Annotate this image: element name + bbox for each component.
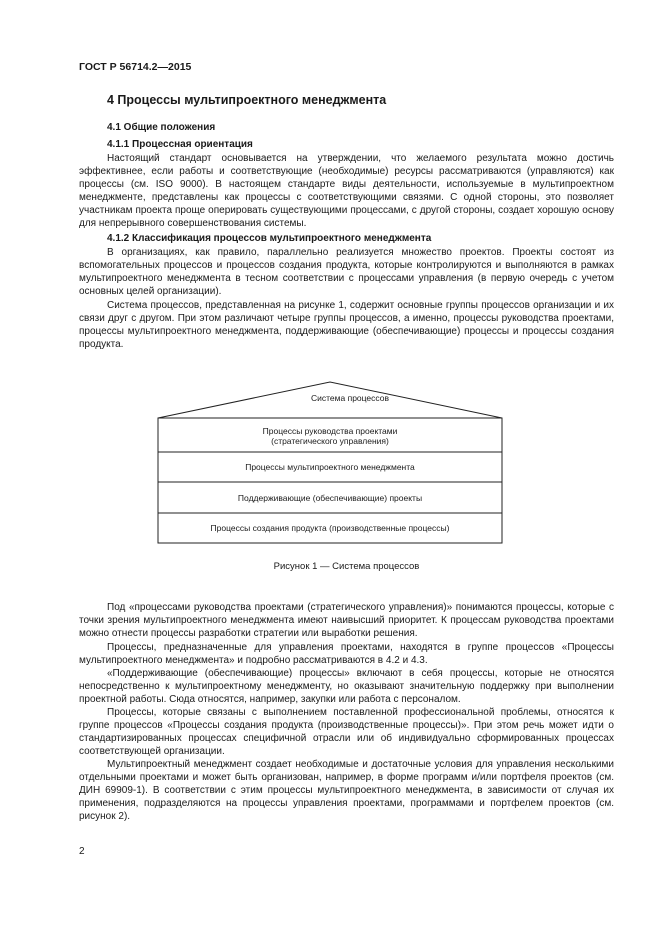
standard-header: ГОСТ Р 56714.2—2015 — [79, 61, 192, 73]
subsection-4-1-title: 4.1 Общие положения — [107, 122, 216, 133]
section-title: 4 Процессы мультипроектного менеджмента — [107, 93, 387, 107]
paragraph-text: «Поддерживающие (обеспечивающие) процессы» включают в себя процессы, которые не относятся непосредственно к мультипроектному менеджменту, но оказывают значительную поддержку при выполнении проектной работы. Сюда относятся, например, закупки или работа с персоналом. — [79, 668, 614, 705]
paragraph-body-3 — [79, 667, 614, 706]
paragraph-text: Процессы, которые связаны с выполнением поставленной профессиональной проблемы, относятся к группе процессов «Процессы создания продукта (производственные процессы)». При этом речь может идти о стандартизированных процессах специфичной отрасли или об индивидуально сформированных процессах соответствующей организации. — [79, 707, 614, 757]
roof-label: Система процессов — [311, 393, 389, 403]
block-product-creation — [158, 513, 502, 543]
paragraph-4-1-1 — [79, 152, 614, 230]
block-label: Процессы создания продукта (производственные процессы) — [210, 523, 450, 533]
block-multiproject-management — [158, 452, 502, 482]
subsection-4-1-1-title: 4.1.1 Процессная ориентация — [107, 139, 253, 150]
paragraph-4-1-2-a — [79, 246, 614, 298]
paragraph-text: Под «процессами руководства проектами (стратегического управления)» понимаются процессы, которые с точки зрения мультипроектного менеджмента имеют наивысший приоритет. К процессам руководства проектами можно отнести процессы разработки стратегии или выработки решения. — [79, 602, 614, 639]
block-label: Поддерживающие (обеспечивающие) проекты — [237, 492, 423, 503]
figure-caption: Рисунок 1 — Система процессов — [273, 561, 420, 572]
figure-process-system — [150, 380, 510, 550]
paragraph-body-1 — [79, 601, 614, 640]
block-label: Процессы руководства проектами (стратегического управления) — [262, 426, 398, 446]
block-supporting-processes — [158, 482, 502, 513]
block-strategic-management — [158, 420, 502, 452]
paragraph-text: Процессы, предназначенные для управления проектами, находятся в группе процессов «Процессы мультипроектного менеджмента» и подробно рассматриваются в 4.2 и 4.3. — [79, 642, 614, 666]
subsection-4-1-2-title: 4.1.2 Классификация процессов мультипроектного менеджмента — [107, 233, 432, 244]
paragraph-body-5 — [79, 758, 614, 823]
paragraph-text: Мультипроектный менеджмент создает необходимые и достаточные условия для управления несколькими отдельными проектами и может быть организован, например, в форме программ и/или портфеля проектов (см. ДИН 69909-1). В соответствии с этим процессы мультипроектного менеджмента, в зависимости от случая их применения, подразделяются на процессы управления проектами, программами и портфелем проектов (см. рисунок 2). — [79, 759, 614, 822]
paragraph-text: В организациях, как правило, параллельно реализуется множество проектов. Проекты состоят из вспомогательных процессов и процессов создания продукта, которые контролируются и выполняются в рамках мультипроектного менеджмента в тесном соответствии с процессами управления (в первую очередь с учетом основных целей организации). — [79, 247, 614, 297]
page-number: 2 — [79, 846, 85, 857]
paragraph-body-2 — [79, 641, 614, 667]
block-label: Процессы мультипроектного менеджмента — [245, 462, 415, 472]
paragraph-text: Настоящий стандарт основывается на утверждении, что желаемого результата можно достичь эффективнее, если работы и соответствующие (необходимые) ресурсы рассматриваются (управляются) как процессы (см. ISO 9000). В настоящем стандарте виды деятельности, используемые в мультипроектном менеджменте, представлены как процессы с соответствующими связями. С одной стороны, это позволяет участникам проекта проще оперировать существующими процессами, с другой стороны, создает хорошую основу для непрерывного совершенствования системы. — [79, 153, 614, 229]
paragraph-4-1-2-b — [79, 299, 614, 351]
paragraph-text: Система процессов, представленная на рисунке 1, содержит основные группы процессов организации и их связи друг с другом. При этом различают четыре группы процессов, а именно, процессы руководства проектами, процессы мультипроектного менеджмента, поддерживающие (обеспечивающие) процессы и процессы создания продукта. — [79, 300, 614, 350]
paragraph-body-4 — [79, 706, 614, 758]
